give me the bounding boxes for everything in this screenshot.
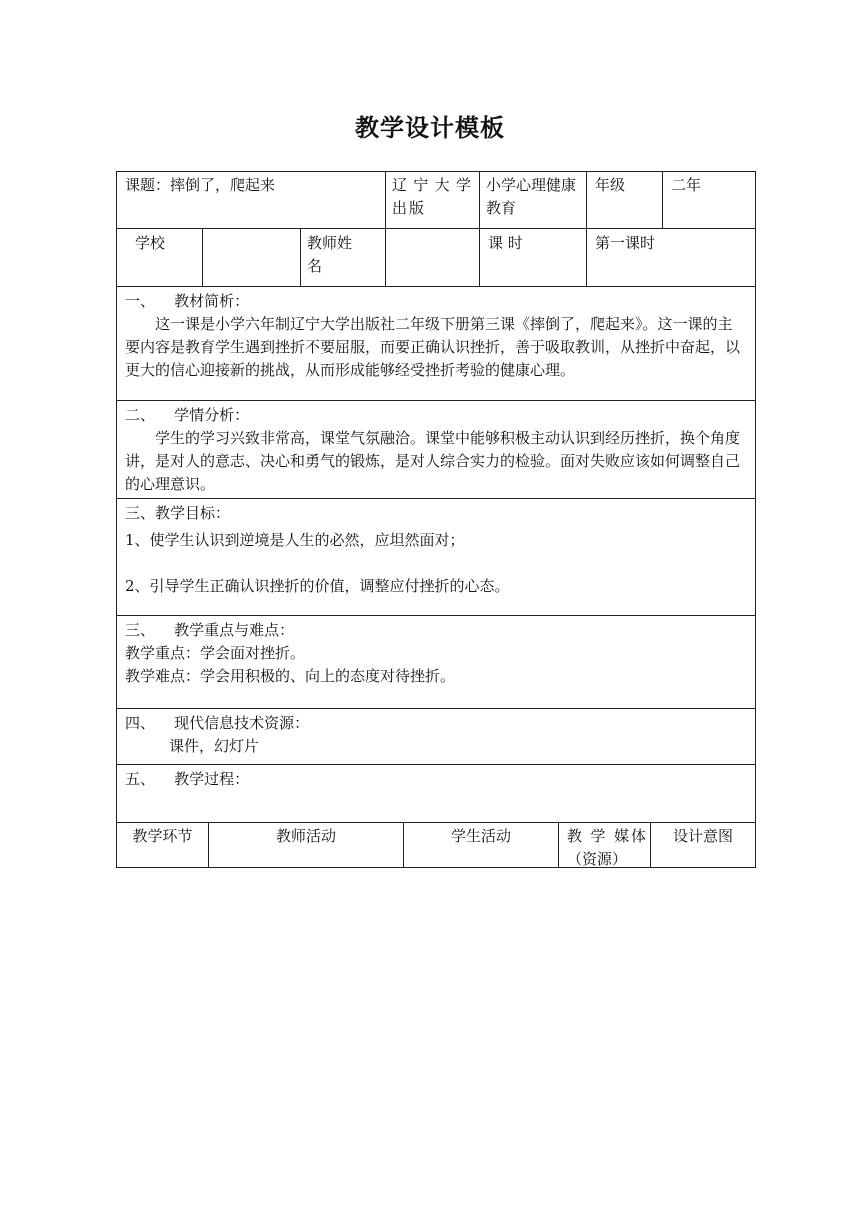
grade-value: 二年 — [671, 176, 702, 194]
goals-section — [117, 500, 755, 598]
students-section — [117, 402, 755, 496]
table-line — [116, 498, 756, 499]
table-line — [385, 228, 386, 286]
table-line — [116, 822, 756, 823]
process-col-header: 学生活动 — [450, 827, 511, 845]
resources-heading: 四、 现代信息技术资源： — [125, 714, 310, 732]
key-point: 教学重点：学会面对挫折。 — [125, 644, 306, 662]
students-body: 学生的学习兴致非常高，课堂气氛融洽。课堂中能够积极主动认识到经历挫折，换个角度讲，是对人的意志、决心和勇气的锻炼，是对人综合实力的检验。面对失败应该如何调整自己的心理意识。 — [125, 429, 741, 493]
process-section — [117, 766, 755, 791]
publisher-cell: 辽宁大学出版 — [392, 176, 473, 217]
grade-label: 年级 — [595, 176, 626, 194]
table-line — [202, 228, 203, 286]
table-line — [116, 764, 756, 765]
goals-heading: 三、教学目标： — [125, 504, 231, 522]
table-line — [116, 400, 756, 401]
table-line — [116, 171, 756, 172]
period-label: 课 时 — [488, 234, 523, 252]
process-col-header: 教 学 媒体（资源） — [567, 827, 646, 868]
table-line — [116, 708, 756, 709]
difficulty-point: 教学难点：学会用积极的、向上的态度对待挫折。 — [125, 667, 456, 685]
table-line — [116, 228, 756, 229]
process-col-header: 教学环节 — [132, 827, 193, 845]
page-title: 教学设计模板 — [355, 114, 505, 142]
resources-section — [117, 710, 755, 758]
goal-item: 1、使学生认识到逆境是人生的必然，应坦然面对； — [125, 531, 465, 549]
students-heading: 二、 学情分析： — [125, 406, 250, 424]
resources-body: 课件，幻灯片 — [169, 737, 260, 755]
goal-item: 2、引导学生正确认识挫折的价值，调整应付挫折的心态。 — [125, 577, 510, 595]
table-line — [116, 867, 756, 868]
material-body: 这一课是小学六年制辽宁大学出版社二年级下册第三课《摔倒了，爬起来》。这一课的主要内容是教育学生遇到挫折不要屈服，而要正确认识挫折，善于吸取教训，从挫折中奋起，以更大的信心迎接新的挑战，从而形成能够经受挫折考验的健康心理。 — [125, 315, 741, 379]
process-col-header: 教师活动 — [275, 827, 336, 845]
subject-cell: 小学心理健康教育 — [486, 176, 577, 217]
keypoints-heading: 三、 教学重点与难点： — [125, 621, 295, 639]
process-col-header: 设计意图 — [672, 827, 733, 845]
material-section — [117, 288, 755, 382]
table-line — [755, 171, 756, 868]
topic-cell: 课题：摔倒了，爬起来 — [125, 176, 276, 194]
table-line — [116, 286, 756, 287]
material-heading: 一、 教材简析： — [125, 292, 250, 310]
school-label: 学校 — [135, 234, 166, 252]
table-line — [116, 615, 756, 616]
teacher-label: 教师姓名 — [307, 234, 353, 275]
process-heading: 五、 教学过程： — [125, 770, 250, 788]
period-value: 第一课时 — [595, 234, 656, 252]
keypoints-section — [117, 617, 755, 688]
